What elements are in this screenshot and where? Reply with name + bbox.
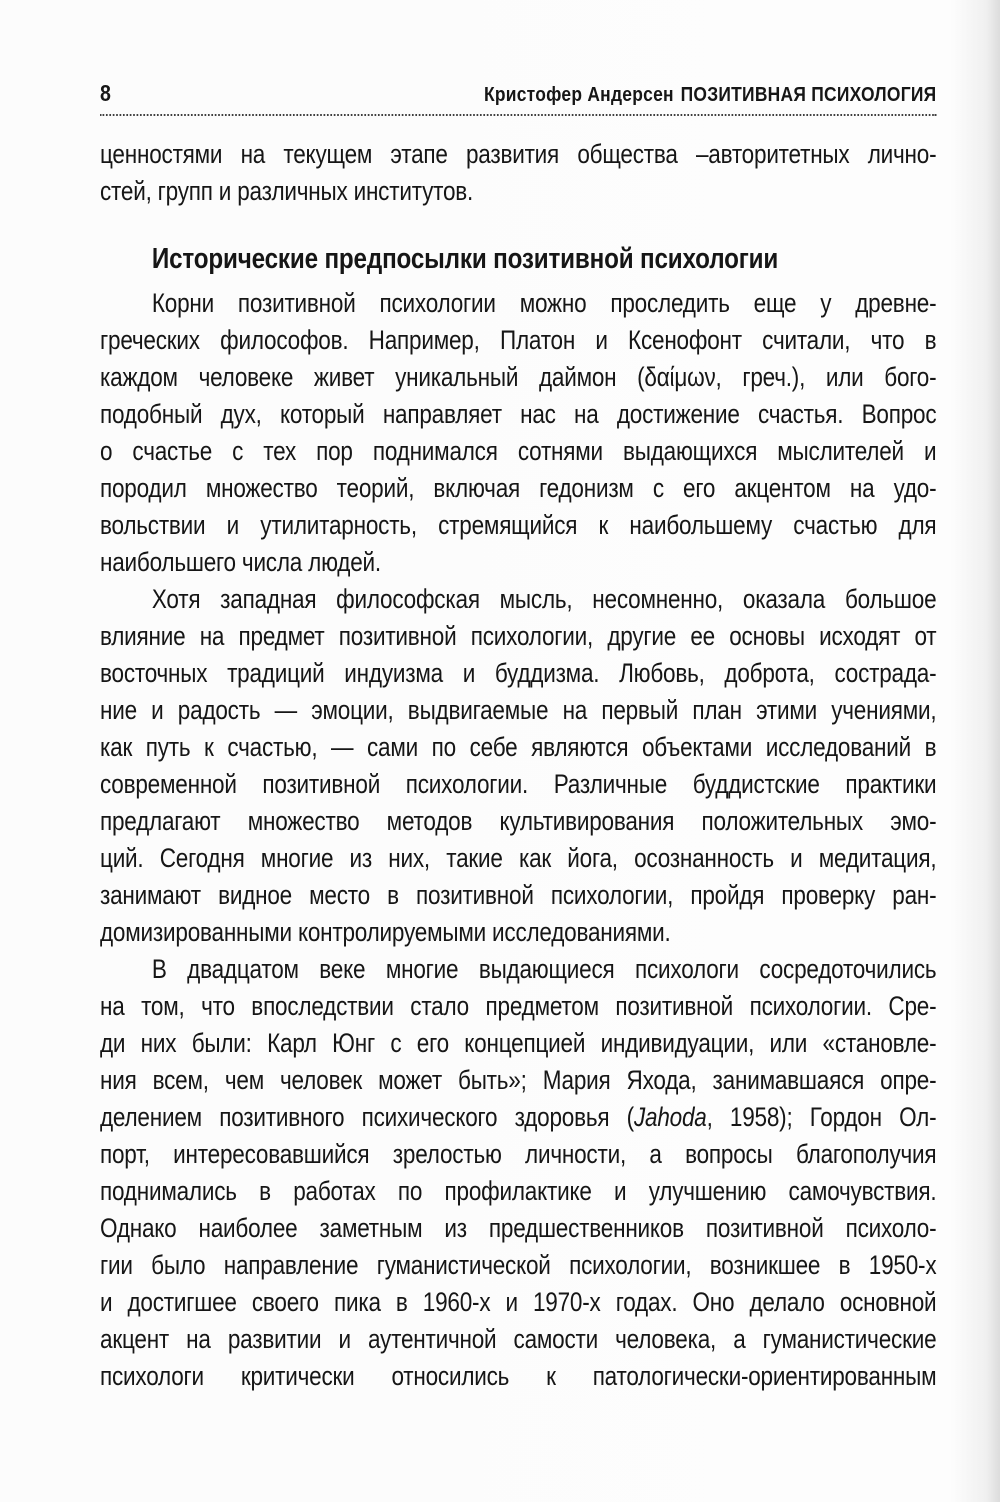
running-header — [100, 80, 936, 107]
text-line: наибольшего числа людей. — [100, 547, 381, 577]
text-line: В двадцатом веке многие выдающиеся психологи сосредоточились — [151, 954, 937, 984]
paragraph — [100, 136, 936, 210]
text-line: Хотя западная философская мысль, несомненно, оказала большое — [151, 584, 937, 614]
text-line: Корни позитивной психологии можно проследить еще у древне- — [151, 288, 937, 318]
text-line: ние и радость — эмоции, выдвигаемые на первый план этими учениями, — [100, 695, 937, 725]
paragraph — [100, 581, 936, 951]
text-line: на том, что впоследствии стало предметом позитивной психологии. Сре- — [100, 991, 937, 1021]
text-line: делением позитивного психического здоровья (Jahoda, 1958); Гордон Ол- — [100, 1102, 937, 1132]
paragraph — [100, 285, 936, 581]
text-line: влияние на предмет позитивной психологии, другие ее основы исходят от — [100, 621, 937, 651]
text-line: ди них были: Карл Юнг с его концепцией индивидуации, или «становле- — [100, 1028, 937, 1058]
header-text — [484, 83, 936, 107]
section-heading: Исторические предпосылки позитивной психологии — [151, 243, 779, 275]
text-line: о счастье с тех пор поднимался сотнями выдающихся мыслителей и — [100, 436, 937, 466]
text-line: подобный дух, который направляет нас на достижение счастья. Вопрос — [100, 399, 937, 429]
text-line: породил множество теорий, включая гедонизм с его акцентом на удо- — [100, 473, 937, 503]
dotted-divider — [100, 114, 936, 116]
text-line: стей, групп и различных институтов. — [100, 176, 474, 206]
text-line: занимают видное место в позитивной психологии, пройдя проверку ран- — [100, 880, 937, 910]
text-line: современной позитивной психологии. Различные буддистские практики — [100, 769, 937, 799]
text-line: предлагают множество методов культивирования положительных эмо- — [100, 806, 937, 836]
text-line: психологи критически относились к патологически-ориентированным — [100, 1361, 937, 1391]
text-line: ния всем, чем человек может быть»; Мария Яхода, занимавшаяся опре- — [100, 1065, 937, 1095]
text-line: домизированными контролируемыми исследованиями. — [100, 917, 671, 947]
text-line: восточных традиций индуизма и буддизма. Любовь, доброта, сострада- — [100, 658, 937, 688]
paragraph — [100, 951, 936, 1395]
page-content — [100, 80, 936, 1395]
text-line: вольствии и утилитарность, стремящийся к наибольшему счастью для — [100, 510, 937, 540]
header-book-title: ПОЗИТИВНАЯ ПСИХОЛОГИЯ — [680, 83, 937, 106]
text-line: Однако наиболее заметным из предшественников позитивной психоло- — [100, 1213, 937, 1243]
text-line: ций. Сегодня многие из них, такие как йога, осознанность и медитация, — [100, 843, 937, 873]
text-line: гии было направление гуманистической психологии, возникшее в 1950-х — [100, 1250, 937, 1280]
text-line: поднимались в работах по профилактике и улучшению самочувствия. — [100, 1176, 937, 1206]
text-line: порт, интересовавшийся зрелостью личности, а вопросы благополучия — [100, 1139, 937, 1169]
text-line: греческих философов. Например, Платон и Ксенофонт считали, что в — [100, 325, 937, 355]
text-line: каждом человеке живет уникальный даймон (δαίμων, греч.), или бого- — [100, 362, 937, 392]
text-line: как путь к счастью, — сами по себе являются объектами исследований в — [100, 732, 937, 762]
text-line: ценностями на текущем этапе развития общества –авторитетных лично- — [100, 139, 937, 169]
page-body — [100, 136, 936, 1395]
text-line: и достигшее своего пика в 1960-х и 1970-х годах. Оно делало основной — [100, 1287, 937, 1317]
header-author: Кристофер Андерсен — [483, 83, 674, 106]
page-number: 8 — [100, 80, 111, 106]
text-line: акцент на развитии и аутентичной самости человека, а гуманистические — [100, 1324, 937, 1354]
